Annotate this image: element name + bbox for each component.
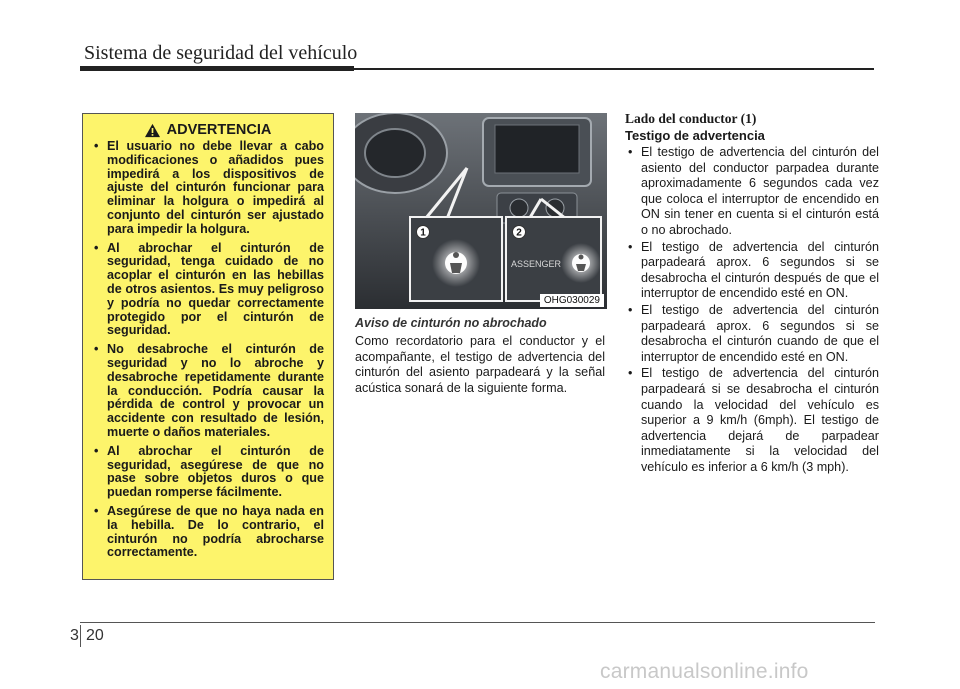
section-subtitle: Testigo de advertencia	[625, 128, 765, 143]
warning-item: • Al abrochar el cinturón de seguridad, tenga cuidado de no acoplar el cinturón en las hebillas de otros asientos. Es muy peligroso y podría no quedar correctamente protegido por el cinturón de seguridad.	[91, 242, 324, 339]
passenger-panel-text: ASSENGER	[511, 259, 562, 269]
callout-number-2: 2	[516, 227, 522, 239]
list-item: • El testigo de advertencia del cinturón parpadeará aprox. 6 segundos si se desabrocha el cinturón después de que el interruptor de encendido esté en ON.	[625, 240, 879, 302]
warning-item: • Al abrochar el cinturón de seguridad, asegúrese de que no pase sobre objetos duros o que puedan romperse fácilmente.	[91, 445, 324, 500]
warning-triangle-icon	[144, 123, 161, 138]
warning-item: • Asegúrese de que no haya nada en la hebilla. De lo contrario, el cinturón no podría abrocharse correctamente.	[91, 505, 324, 560]
warning-item: • El usuario no debe llevar a cabo modificaciones o añadidos pues impedirá a los dispositivos de ajuste del cinturón funcionar para eliminar la holgura o impedirá al conjunto del cinturón ser ajustado para impedir la holgura.	[91, 140, 324, 237]
list-item: • El testigo de advertencia del cinturón parpadeará aprox. 6 segundos si se desabrocha el cinturón cuando de que el interruptor de encendido esté en ON.	[625, 303, 879, 365]
warning-item: • No desabroche el cinturón de seguridad y no lo abroche y desabroche repetidamente durante la conducción. Podría causar la pérdida de control y provocar un accidente con resultado de lesión, muerte o daños materiales.	[91, 343, 324, 440]
figure-code: OHG030029	[540, 294, 604, 307]
page-header-title: Sistema de seguridad del vehículo	[84, 42, 358, 64]
warning-heading	[91, 122, 324, 138]
list-item: • El testigo de advertencia del cinturón parpadeará si se desabrocha el cinturón cuando la velocidad del vehículo es superior a 9 km/h (6mph). El testigo de advertencia dejará de parpadear inmediatamente si la velocidad del vehículo es inferior a 6 km/h (3 mph).	[625, 366, 879, 475]
right-list	[625, 145, 879, 475]
header-rule-thin	[354, 68, 874, 70]
callout-number-1: 1	[420, 227, 426, 239]
dashboard-photo	[355, 113, 607, 309]
watermark: carmanualsonline.info	[600, 660, 809, 683]
page-chapter: 3	[70, 627, 79, 644]
section-title: Lado del conductor (1)	[625, 111, 757, 126]
dashboard-illustration	[355, 113, 607, 309]
warning-title: ADVERTENCIA	[166, 122, 272, 138]
right-column	[625, 111, 879, 476]
page-number: 20	[86, 627, 104, 644]
figure-caption: Aviso de cinturón no abrochado	[355, 316, 547, 330]
warning-list	[91, 140, 324, 560]
footer-rule	[80, 622, 875, 623]
list-item: • El testigo de advertencia del cinturón del asiento del conductor parpadea durante aproximadamente 6 segundos cada vez que coloca el interruptor de encendido en ON sin tener en cuenta si el cinturón está o no abrochado.	[625, 145, 879, 239]
warning-box	[82, 113, 334, 580]
header-rule-thick	[80, 66, 354, 71]
middle-paragraph: Como recordatorio para el conductor y el acompañante, el testigo de advertencia del cinturón del asiento parpadeará y la señal acústica sonará de la siguiente forma.	[355, 334, 605, 395]
page-divider	[80, 625, 81, 647]
